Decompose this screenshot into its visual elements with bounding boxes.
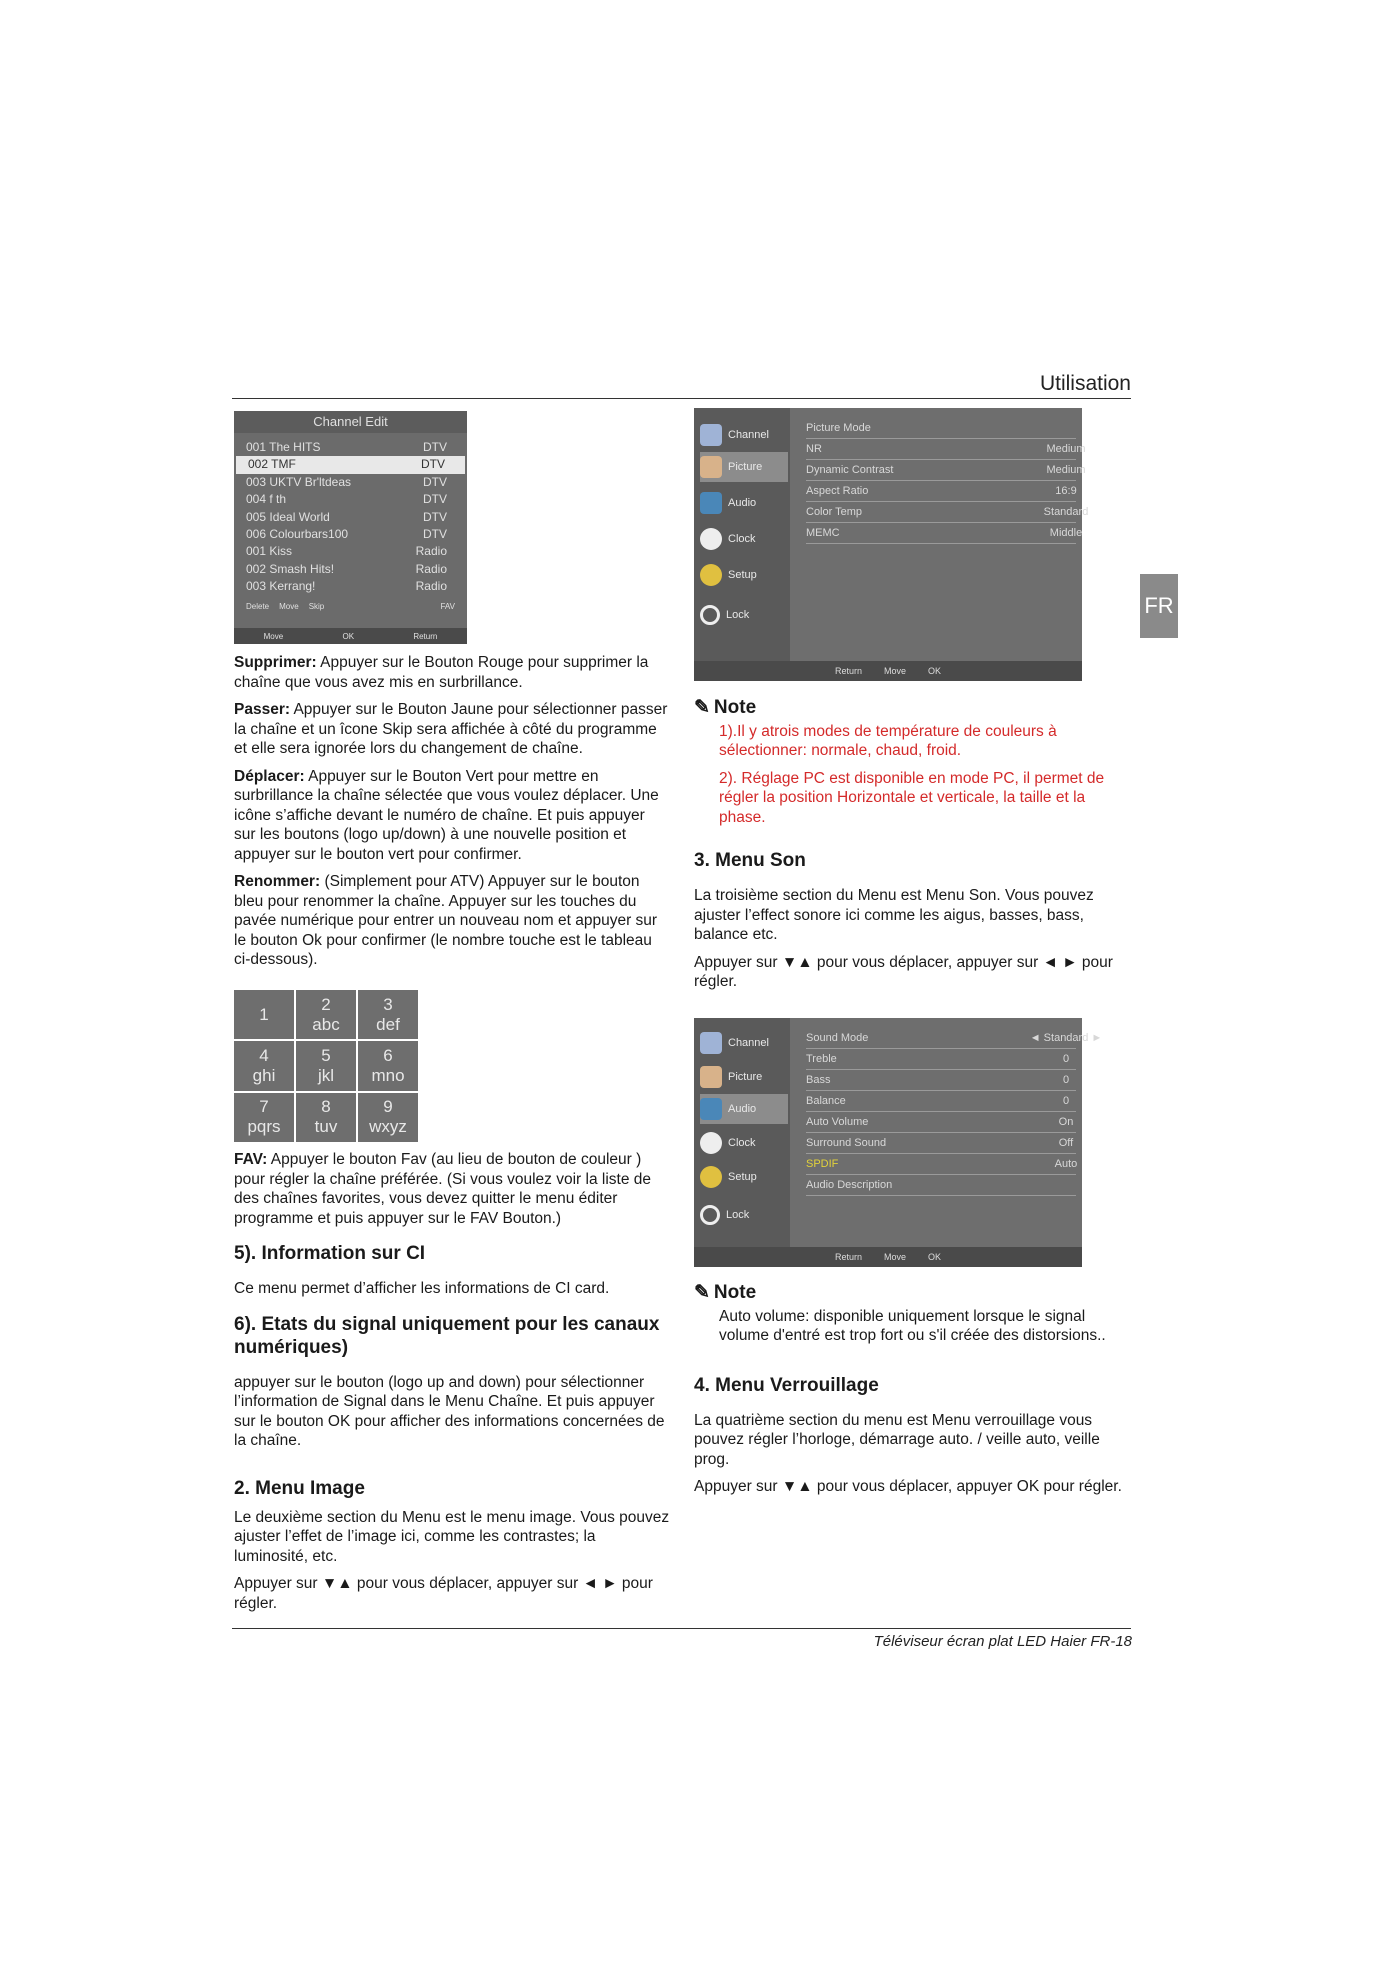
paragraph-ci: Ce menu permet d’afficher les informations de CI card. (234, 1280, 610, 1297)
channel-row: 002 Smash Hits! Radio (246, 561, 447, 576)
menu-item-channel: Channel (700, 1028, 788, 1058)
heading-menu-verrouillage: 4. Menu Verrouillage (694, 1374, 879, 1396)
channel-edit-screen (234, 411, 467, 644)
menu-row: Color Temp Standard (806, 502, 1076, 523)
channel-row: 004 f th DTV (246, 492, 447, 507)
picture-menu-screen (694, 408, 1089, 681)
channel-row-selected: 002 TMF DTV (236, 456, 465, 473)
lock-icon (700, 1205, 720, 1225)
menu-row: Treble 0 (806, 1049, 1076, 1070)
menu-row: Dynamic Contrast Medium (806, 460, 1076, 481)
channel-row: 003 UKTV Br'ltdeas DTV (246, 474, 447, 489)
note-text-2: Auto volume: disponible uniquement lorsque le signal volume d'entré est trop fort ou s'il créée des distorsions.. (719, 1307, 1106, 1344)
note-heading: ✎ Note (694, 1282, 757, 1303)
menu-row: Picture Mode (806, 418, 1076, 439)
footer-rule (232, 1628, 1131, 1629)
menu-row: NR Medium (806, 439, 1076, 460)
note-heading: ✎ Note (694, 697, 757, 718)
menu-item-lock: Lock (700, 1200, 788, 1230)
menu-item-picture: Picture (700, 452, 788, 482)
audio-icon (700, 1098, 722, 1120)
channel-edit-keys: Delete Move Skip FAV (246, 601, 455, 611)
menu-row: Bass 0 (806, 1070, 1076, 1091)
menu-item-clock: Clock (700, 524, 788, 554)
paragraph-passer: Passer: Appuyer sur le Bouton Jaune pour sélectionner passer la chaîne et un îcone Skip sera affichée à côté du programme et elle sera ignorée lors du changement de chaîne. (234, 701, 668, 757)
pencil-icon: ✎ (694, 1282, 710, 1303)
menu-item-channel: Channel (700, 420, 788, 450)
menu-item-audio: Audio (700, 488, 788, 518)
note-text-1: 1).Il y atrois modes de température de couleurs à sélectionner: normale, chaud, froid. 2). Réglage PC est disponible en mode PC, il permet de régler la position Horizontale et verticale, la taille et la phase. (719, 722, 1105, 826)
menu-row: Audio Description (806, 1175, 1076, 1196)
keypad-key: 6 mno (358, 1041, 418, 1090)
right-column-lower (694, 1283, 1130, 1505)
paragraph-menu-son: La troisième section du Menu est Menu Son. Vous pouvez ajuster l’effect sonore ici comme les aigus, basses, bass, balance etc. (694, 887, 1094, 943)
paragraph-signal: appuyer sur le bouton (logo up and down) pour sélectionner l’information de Signal dans le Menu Chaîne. Et puis appuyer sur le bouton OK pour afficher des informations concernées de la chaîne. (234, 1373, 665, 1449)
menu-item-audio: Audio (700, 1094, 788, 1124)
paragraph-fav: FAV: Appuyer le bouton Fav (au lieu de bouton de couleur ) pour régler la chaîne préférée. (Si vous voulez voir la liste de des chaînes favorites, vous devez quitter le menu éditer programme et puis appuyer sur le FAV Bouton.) (234, 1151, 651, 1227)
menu-item-setup: Setup (700, 1162, 788, 1192)
channel-row: 001 The HITS DTV (246, 440, 447, 454)
paragraph-supprimer: Supprimer: Appuyer sur le Bouton Rouge pour supprimer la chaîne que vous avez mis en surbrillance. (234, 654, 649, 691)
menu-row: Auto Volume On (806, 1112, 1076, 1133)
left-column (234, 653, 670, 978)
keypad-key: 1 (234, 990, 294, 1039)
channel-row: 003 Kerrang! Radio (246, 579, 447, 594)
menu-sidebar (694, 1018, 790, 1247)
menu-item-setup: Setup (700, 560, 788, 590)
menu-row: Aspect Ratio 16:9 (806, 481, 1076, 502)
channel-edit-nav: Move OK Return (234, 628, 467, 644)
channel-icon (700, 1032, 722, 1054)
heading-signal: 6). Etats du signal uniquement pour les canaux numériques) (234, 1313, 660, 1358)
keypad-key: 4 ghi (234, 1041, 294, 1090)
menu-row-highlight: SPDIF Auto (806, 1154, 1076, 1175)
audio-menu-screen (694, 1018, 1103, 1267)
paragraph-menu-image-nav: Appuyer sur ▼▲ pour vous déplacer, appuyer sur ◄ ► pour régler. (234, 1575, 653, 1612)
right-column-upper (694, 698, 1130, 1000)
menu-row: Balance 0 (806, 1091, 1076, 1112)
channel-icon (700, 424, 722, 446)
menu-footer: Return Move OK (694, 1247, 1082, 1267)
heading-menu-son: 3. Menu Son (694, 850, 806, 871)
menu-rows (806, 418, 1089, 544)
menu-row: Sound Mode ◄ Standard ► (806, 1028, 1076, 1049)
left-column-lower (234, 1150, 670, 1621)
header-rule (232, 398, 1131, 399)
paragraph-renommer: Renommer: (Simplement pour ATV) Appuyer sur le bouton bleu pour renommer la chaîne. Appuyer sur les touches du pavée numérique pour entrer un nouveau nom et appuyer sur le bouton Ok pour confirmer (le nombre touche est le tableau ci-dessous). (234, 873, 658, 968)
picture-icon (700, 1066, 722, 1088)
menu-row: Surround Sound Off (806, 1133, 1076, 1154)
keypad-key: 8 tuv (296, 1093, 356, 1142)
menu-sidebar (694, 408, 790, 661)
lock-icon (700, 605, 720, 625)
paragraph-menu-verrouillage-nav: Appuyer sur ▼▲ pour vous déplacer, appuyer OK pour régler. (694, 1478, 1122, 1495)
channel-edit-title: Channel Edit (234, 411, 467, 433)
keypad-key: 3 def (358, 990, 418, 1039)
keypad-key: 7 pqrs (234, 1093, 294, 1142)
heading-ci: 5). Information sur CI (234, 1243, 426, 1264)
keypad-table (234, 990, 418, 1142)
channel-row: 006 Colourbars100 DTV (246, 526, 447, 541)
keypad-key: 9 wxyz (358, 1093, 418, 1142)
menu-item-clock: Clock (700, 1128, 788, 1158)
keypad-key: 5 jkl (296, 1041, 356, 1090)
setup-icon (700, 564, 722, 586)
channel-row: 005 Ideal World DTV (246, 509, 447, 524)
menu-item-picture: Picture (700, 1062, 788, 1092)
pencil-icon: ✎ (694, 697, 710, 718)
channel-row: 001 Kiss Radio (246, 544, 447, 559)
paragraph-menu-son-nav: Appuyer sur ▼▲ pour vous déplacer, appuyer sur ◄ ► pour régler. (694, 953, 1113, 990)
setup-icon (700, 1166, 722, 1188)
picture-icon (700, 456, 722, 478)
paragraph-menu-image: Le deuxième section du Menu est le menu image. Vous pouvez ajuster l’effet de l’image ici, comme les contrastes; la luminosité, etc. (234, 1508, 670, 1565)
audio-icon (700, 492, 722, 514)
language-tab: FR (1140, 574, 1178, 638)
paragraph-deplacer: Déplacer: Appuyer sur le Bouton Vert pour mettre en surbrillance la chaîne sélectée que vous voulez déplacer. Une icône s’affiche devant le numéro de chaîne. Et puis appuyer sur les boutons (logo up/down) à une nouvelle position et appuyer sur le bouton vert pour confirmer. (234, 767, 659, 863)
keypad-key: 2 abc (296, 990, 356, 1039)
clock-icon (700, 1132, 722, 1154)
section-title: Utilisation (1039, 372, 1131, 395)
menu-item-lock: Lock (700, 600, 788, 630)
menu-rows (806, 1028, 1103, 1196)
clock-icon (700, 528, 722, 550)
menu-row: MEMC Middle (806, 523, 1076, 544)
menu-footer: Return Move OK (694, 661, 1082, 681)
paragraph-menu-verrouillage: La quatrième section du menu est Menu verrouillage vous pouvez régler l’horloge, démarrage auto. / veille auto, veille prog. (694, 1411, 1100, 1468)
heading-menu-image: 2. Menu Image (234, 1477, 365, 1499)
footer-text: Téléviseur écran plat LED Haier FR-18 (873, 1633, 1132, 1650)
